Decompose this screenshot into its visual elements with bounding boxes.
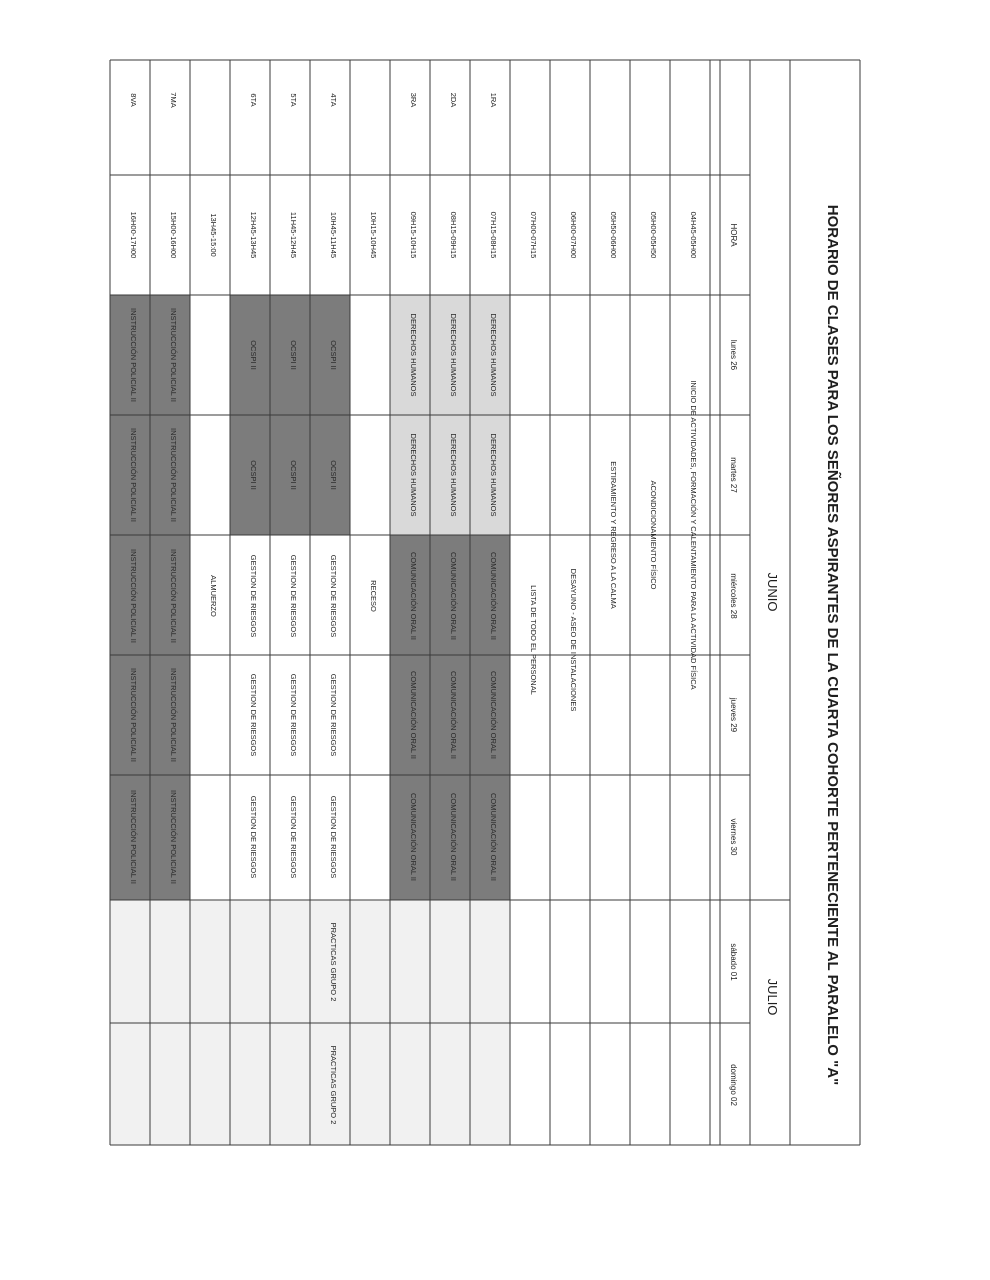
practicas-sunday: PRACTICAS GRUPO 2 bbox=[329, 1045, 338, 1125]
span-desayuno: DESAYUNO - ASEO DE INSTALACIONES bbox=[569, 568, 578, 712]
time-slot: 05H50-06H00 bbox=[609, 211, 618, 259]
class-cell: COMUNICACIÓN ORAL II bbox=[489, 670, 498, 760]
class-cell: COMUNICACIÓN ORAL II bbox=[449, 551, 458, 641]
time-slot: 13H45-15:00 bbox=[209, 213, 218, 257]
time-slot: 07H15-08H15 bbox=[489, 211, 498, 259]
class-cell: INSTRUCCIÓN POLICIAL II bbox=[129, 549, 138, 643]
time-slot: 10H45-11H45 bbox=[329, 211, 338, 259]
period-label: 1RA bbox=[489, 92, 498, 108]
period-label: 5TA bbox=[289, 93, 298, 107]
class-cell: GESTION DE RIESGOS bbox=[249, 795, 258, 879]
class-cell: GESTION DE RIESGOS bbox=[249, 554, 258, 638]
class-cell: OCSPI II bbox=[289, 340, 298, 370]
class-cell: INSTRUCCIÓN POLICIAL II bbox=[129, 668, 138, 762]
class-cell: INSTRUCCIÓN POLICIAL II bbox=[169, 308, 178, 402]
class-cell: GESTION DE RIESGOS bbox=[249, 673, 258, 757]
class-cell: COMUNICACIÓN ORAL II bbox=[489, 551, 498, 641]
class-cell: GESTION DE RIESGOS bbox=[329, 673, 338, 757]
span-receso: RECESO bbox=[369, 580, 378, 612]
span-inicio: INICIO DE ACTIVIDADES, FORMACIÓN Y CALENTAMIENTO PARA LA ACTIVIDAD FÍSICA bbox=[689, 380, 698, 690]
header-day-thu: jueves 29 bbox=[729, 697, 738, 733]
class-cell: GESTION DE RIESGOS bbox=[289, 554, 298, 638]
span-lista: LISTA DE TODO EL PERSONAL bbox=[529, 585, 538, 695]
period-label: 8VA bbox=[129, 93, 138, 107]
period-label: 2DA bbox=[449, 92, 458, 108]
class-cell: OCSPI II bbox=[289, 460, 298, 490]
time-slot: 06H00-07H00 bbox=[569, 211, 578, 259]
span-acondicionamiento: ACONDICIONAMIENTO FÍSICO bbox=[649, 480, 658, 590]
class-cell: GESTION DE RIESGOS bbox=[329, 795, 338, 879]
class-cell: COMUNICACIÓN ORAL II bbox=[409, 670, 418, 760]
month-july: JULIO bbox=[765, 978, 780, 1016]
header-day-sat: sábado 01 bbox=[729, 943, 738, 981]
class-cell: COMUNICACIÓN ORAL II bbox=[449, 670, 458, 760]
class-cell: OCSPI II bbox=[249, 460, 258, 490]
time-slot: 10H15-10H45 bbox=[369, 211, 378, 259]
class-cell: INSTRUCCIÓN POLICIAL II bbox=[129, 428, 138, 522]
class-cell: GESTION DE RIESGOS bbox=[289, 795, 298, 879]
time-slot: 09H15-10H15 bbox=[409, 211, 418, 259]
class-cell: OCSPI II bbox=[329, 460, 338, 490]
time-slot: 16H00-17H00 bbox=[129, 211, 138, 259]
time-slot: 15H00-16H00 bbox=[169, 211, 178, 259]
time-slot: 12H45-13H45 bbox=[249, 211, 258, 259]
practicas-saturday: PRACTICAS GRUPO 2 bbox=[329, 922, 338, 1002]
time-slot: 08H15-09H15 bbox=[449, 211, 458, 259]
period-label: 3RA bbox=[409, 92, 418, 108]
schedule-title: HORARIO DE CLASES PARA LOS SEÑORES ASPIRANTES DE LA CUARTA COHORTE PERTENECIENTE AL PARALELO "A" bbox=[824, 204, 841, 1086]
class-cell: OCSPI II bbox=[329, 340, 338, 370]
header-day-wed: miércoles 28 bbox=[729, 573, 738, 619]
time-slot: 05H00-05H50 bbox=[649, 211, 658, 259]
header-day-tue: martes 27 bbox=[729, 457, 738, 493]
time-slot: 07H00-07H15 bbox=[529, 211, 538, 259]
time-slot: 04H45-05H00 bbox=[689, 211, 698, 259]
period-label: 4TA bbox=[329, 93, 338, 107]
header-day-fri: viernes 30 bbox=[729, 818, 738, 856]
class-cell: DERECHOS HUMANOS bbox=[409, 433, 418, 517]
class-cell: GESTION DE RIESGOS bbox=[329, 554, 338, 638]
class-cell: DERECHOS HUMANOS bbox=[489, 313, 498, 397]
class-cell: DERECHOS HUMANOS bbox=[409, 313, 418, 397]
class-cell: INSTRUCCIÓN POLICIAL II bbox=[129, 308, 138, 402]
class-cell: INSTRUCCIÓN POLICIAL II bbox=[169, 790, 178, 884]
span-almuerzo: ALMUERZO bbox=[209, 575, 218, 617]
period-label: 6TA bbox=[249, 93, 258, 107]
class-cell: INSTRUCCIÓN POLICIAL II bbox=[129, 790, 138, 884]
class-cell: DERECHOS HUMANOS bbox=[449, 313, 458, 397]
class-cell: COMUNICACIÓN ORAL II bbox=[449, 792, 458, 882]
class-cell: DERECHOS HUMANOS bbox=[449, 433, 458, 517]
class-cell: DERECHOS HUMANOS bbox=[489, 433, 498, 517]
class-cell: COMUNICACIÓN ORAL II bbox=[409, 792, 418, 882]
span-estiramiento: ESTIRAMIENTO Y REGRESO A LA CALMA bbox=[609, 461, 618, 609]
class-cell: INSTRUCCIÓN POLICIAL II bbox=[169, 549, 178, 643]
period-label: 7MA bbox=[169, 92, 178, 108]
month-june: JUNIO bbox=[765, 572, 780, 612]
class-cell: OCSPI II bbox=[249, 340, 258, 370]
class-cell: INSTRUCCIÓN POLICIAL II bbox=[169, 668, 178, 762]
header-day-sun: domingo 02 bbox=[729, 1064, 738, 1106]
time-slot: 11H45-12H45 bbox=[289, 211, 298, 259]
class-cell: COMUNICACIÓN ORAL II bbox=[409, 551, 418, 641]
header-day-mon: lunes 26 bbox=[729, 339, 738, 371]
class-cell: COMUNICACIÓN ORAL II bbox=[489, 792, 498, 882]
class-cell: GESTION DE RIESGOS bbox=[289, 673, 298, 757]
header-hora: HORA bbox=[729, 223, 738, 247]
class-cell: INSTRUCCIÓN POLICIAL II bbox=[169, 428, 178, 522]
